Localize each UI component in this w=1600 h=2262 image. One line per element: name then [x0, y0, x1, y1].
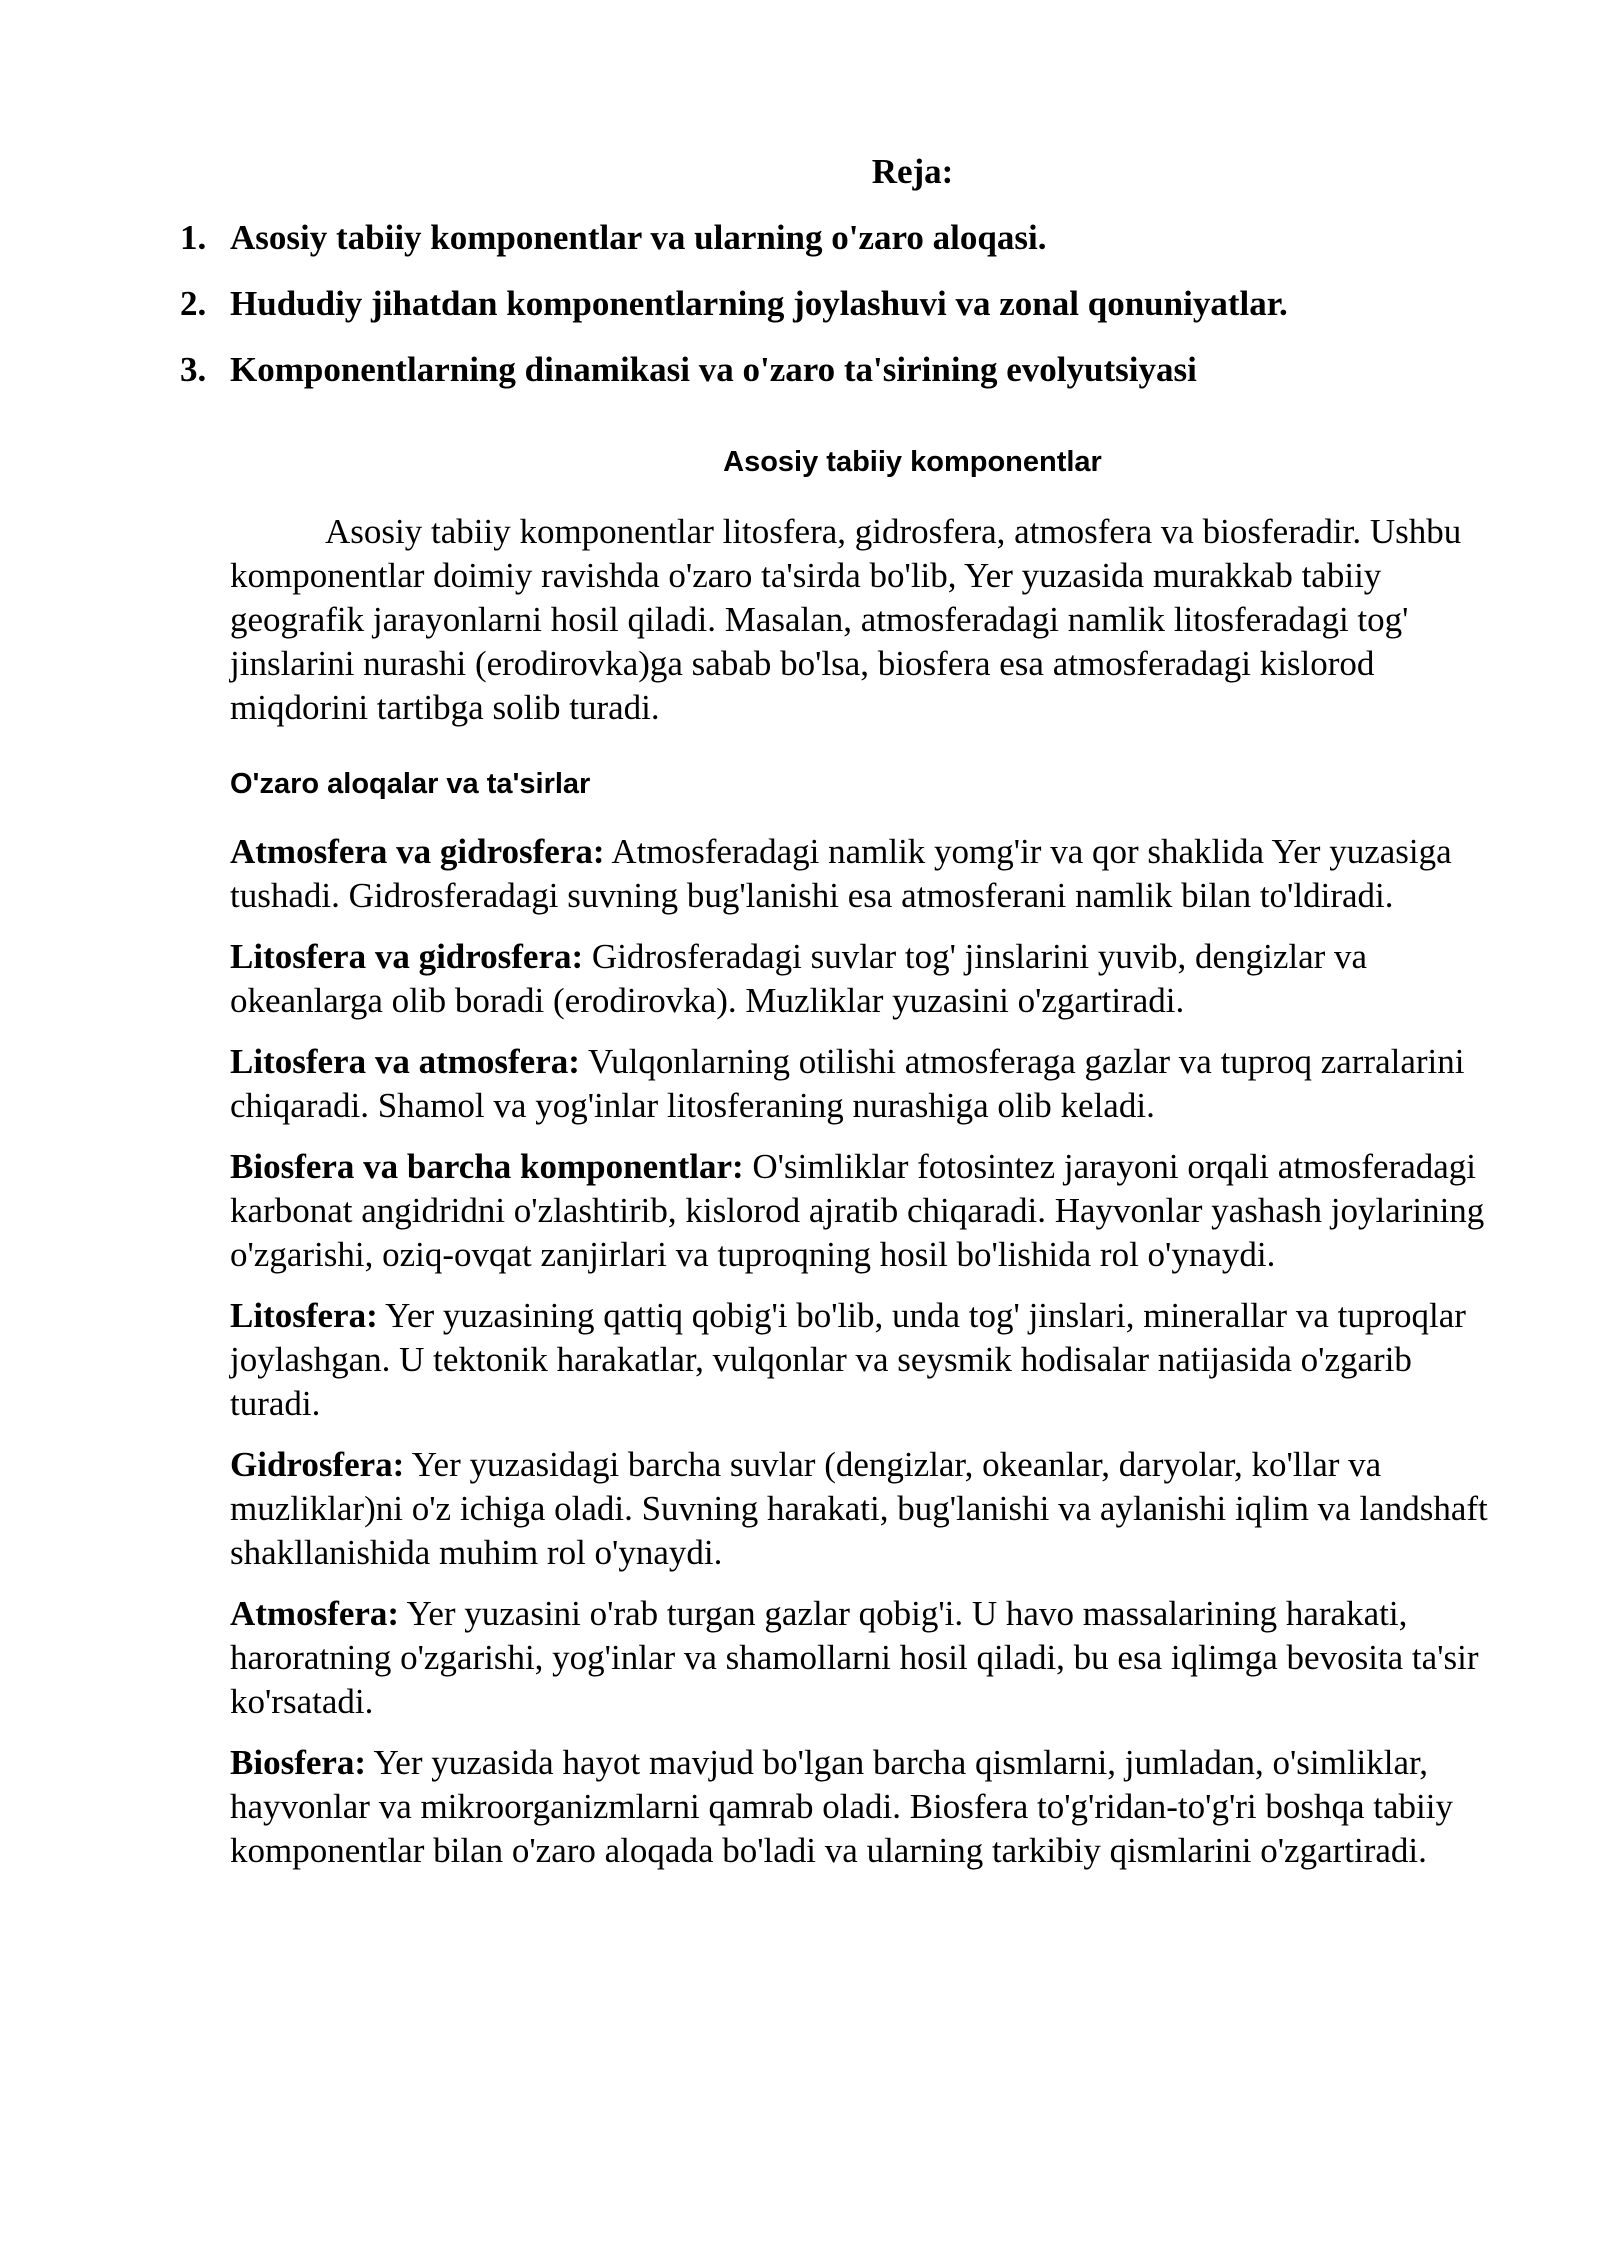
- component-text: Yer yuzasidagi barcha suvlar (dengizlar, okeanlar, daryolar, ko'llar va muzliklar)ni o'z ichiga oladi. Suvning harakati, bug'lanishi va aylanishi iqlim va landshaft shakllanishida muhim rol o'ynaydi.: [230, 1445, 1488, 1572]
- relation-text: O'simliklar fotosintez jarayoni orqali atmosferadagi karbonat angidridni o'zlashtirib, kislorod ajratib chiqaradi. Hayvonlar yashash joylarining o'zgarishi, oziq-ovqat zanjirlari va tuproqning hosil bo'lishida rol o'ynaydi.: [230, 1147, 1485, 1274]
- plan-list: [180, 216, 1500, 392]
- relation-text: Vulqonlarning otilishi atmosferaga gazlar va tuproq zarralarini chiqaradi. Shamol va yog'inlar litosferaning nurashiga olib keladi.: [230, 1042, 1465, 1125]
- component-paragraph: [230, 1592, 1500, 1724]
- component-text: Yer yuzasining qattiq qobig'i bo'lib, unda tog' jinslari, minerallar va tuproqlar joylashgan. U tektonik harakatlar, vulqonlar va seysmik hodisalar natijasida o'zgarib turadi.: [230, 1296, 1466, 1423]
- relation-paragraph: [230, 935, 1500, 1023]
- plan-title: Reja:: [871, 152, 954, 191]
- component-text: Yer yuzasini o'rab turgan gazlar qobig'i. U havo massalarining harakati, haroratning o'zgarishi, yog'inlar va shamollarni hosil qiladi, bu esa iqlimga bevosita ta'sir ko'rsatadi.: [230, 1594, 1479, 1721]
- section-heading: Asosiy tabiiy komponentlar: [723, 446, 1102, 478]
- plan-item: [180, 282, 1500, 326]
- plan-item: [180, 348, 1500, 392]
- relation-label: Litosfera va gidrosfera:: [230, 937, 584, 976]
- relation-text: Atmosferadagi namlik yomg'ir va qor shaklida Yer yuzasiga tushadi. Gidrosferadagi suvning bug'lanishi esa atmosferani namlik bilan to'ldiradi.: [230, 832, 1452, 915]
- relation-paragraph: [230, 1145, 1500, 1277]
- plan-item-text: Komponentlarning dinamikasi va o'zaro ta'sirining evolyutsiyasi: [230, 350, 1197, 389]
- component-label: Gidrosfera:: [230, 1445, 405, 1484]
- relations-heading: O'zaro aloqalar va ta'sirlar: [230, 768, 591, 800]
- relation-label: Litosfera va atmosfera:: [230, 1042, 580, 1081]
- relation-label: Atmosfera va gidrosfera:: [230, 832, 605, 871]
- component-paragraph: [230, 1294, 1500, 1426]
- intro-paragraph: Asosiy tabiiy komponentlar litosfera, gidrosfera, atmosfera va biosferadir. Ushbu komponentlar doimiy ravishda o'zaro ta'sirda bo'lib, Yer yuzasida murakkab tabiiy geografik jarayonlarni hosil qiladi. Masalan, atmosferadagi namlik litosferadagi tog' jinslarini nurashi (erodirovka)ga sabab bo'lsa, biosfera esa atmosferadagi kislorod miqdorini tartibga solib turadi.: [230, 512, 1462, 727]
- component-label: Litosfera:: [230, 1296, 378, 1335]
- plan-item-text: Asosiy tabiiy komponentlar va ularning o'zaro aloqasi.: [230, 218, 1047, 257]
- component-label: Atmosfera:: [230, 1594, 400, 1633]
- relation-paragraph: [230, 830, 1500, 918]
- plan-item-number: 3.: [180, 350, 207, 389]
- component-paragraph: [230, 1443, 1500, 1575]
- relation-text: Gidrosferadagi suvlar tog' jinslarini yuvib, dengizlar va okeanlarga olib boradi (erodirovka). Muzliklar yuzasini o'zgartiradi.: [230, 937, 1368, 1020]
- relation-label: Biosfera va barcha komponentlar:: [230, 1147, 744, 1186]
- plan-item-number: 1.: [180, 218, 207, 257]
- component-text: Yer yuzasida hayot mavjud bo'lgan barcha qismlarni, jumladan, o'simliklar, hayvonlar va mikroorganizmlarni qamrab oladi. Biosfera to'g'ridan-to'g'ri boshqa tabiiy komponentlar bilan o'zaro aloqada bo'ladi va ularning tarkibiy qismlarini o'zgartiradi.: [230, 1743, 1454, 1870]
- document-content: [180, 150, 1500, 1890]
- plan-item-text: Hududiy jihatdan komponentlarning joylashuvi va zonal qonuniyatlar.: [230, 284, 1288, 323]
- plan-item-number: 2.: [180, 284, 207, 323]
- relation-paragraph: [230, 1040, 1500, 1128]
- component-label: Biosfera:: [230, 1743, 367, 1782]
- component-paragraph: [230, 1741, 1500, 1873]
- plan-item: [180, 216, 1500, 260]
